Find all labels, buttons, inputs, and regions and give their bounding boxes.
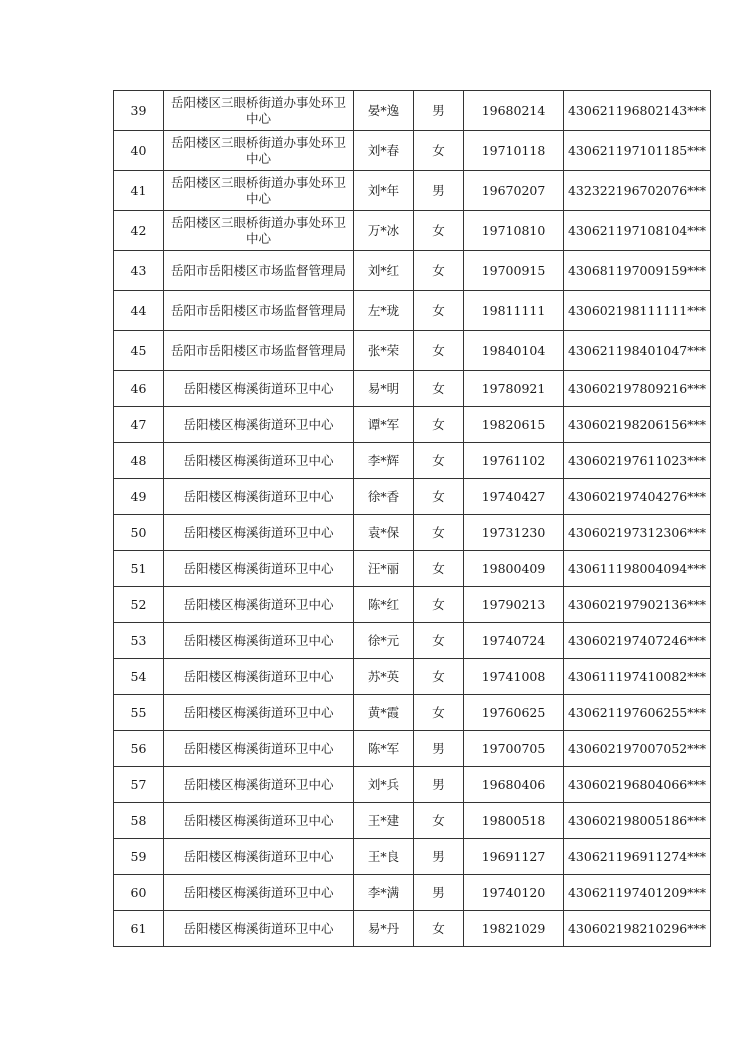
id-number-cell: 430621197108104***	[564, 211, 711, 251]
id-number-cell: 430621198401047***	[564, 331, 711, 371]
name-cell: 苏*英	[354, 659, 414, 695]
unit-cell: 岳阳市岳阳楼区市场监督管理局	[164, 331, 354, 371]
id-number-cell: 430602198210296***	[564, 911, 711, 947]
roster-body	[114, 91, 711, 947]
name-cell: 袁*保	[354, 515, 414, 551]
id-number-cell: 430602198111111***	[564, 291, 711, 331]
name-cell: 李*辉	[354, 443, 414, 479]
id-number-cell: 430602197809216***	[564, 371, 711, 407]
table-row	[114, 803, 711, 839]
row-number-cell: 47	[114, 407, 164, 443]
id-number-cell: 430602198005186***	[564, 803, 711, 839]
unit-cell: 岳阳楼区梅溪街道环卫中心	[164, 767, 354, 803]
birth-date-cell: 19710118	[464, 131, 564, 171]
birth-date-cell: 19790213	[464, 587, 564, 623]
gender-cell: 女	[414, 443, 464, 479]
name-cell: 李*满	[354, 875, 414, 911]
unit-cell: 岳阳楼区梅溪街道环卫中心	[164, 479, 354, 515]
row-number-cell: 51	[114, 551, 164, 587]
gender-cell: 男	[414, 731, 464, 767]
table-row	[114, 211, 711, 251]
row-number-cell: 41	[114, 171, 164, 211]
unit-cell: 岳阳楼区梅溪街道环卫中心	[164, 443, 354, 479]
row-number-cell: 61	[114, 911, 164, 947]
birth-date-cell: 19800409	[464, 551, 564, 587]
row-number-cell: 40	[114, 131, 164, 171]
row-number-cell: 57	[114, 767, 164, 803]
table-row	[114, 659, 711, 695]
row-number-cell: 50	[114, 515, 164, 551]
birth-date-cell: 19740427	[464, 479, 564, 515]
id-number-cell: 430621197606255***	[564, 695, 711, 731]
birth-date-cell: 19740724	[464, 623, 564, 659]
row-number-cell: 53	[114, 623, 164, 659]
row-number-cell: 59	[114, 839, 164, 875]
gender-cell: 女	[414, 911, 464, 947]
row-number-cell: 60	[114, 875, 164, 911]
unit-cell: 岳阳市岳阳楼区市场监督管理局	[164, 291, 354, 331]
gender-cell: 女	[414, 131, 464, 171]
name-cell: 王*建	[354, 803, 414, 839]
gender-cell: 女	[414, 371, 464, 407]
table-row	[114, 587, 711, 623]
id-number-cell: 430602197407246***	[564, 623, 711, 659]
id-number-cell: 430611198004094***	[564, 551, 711, 587]
unit-cell: 岳阳楼区梅溪街道环卫中心	[164, 803, 354, 839]
unit-cell: 岳阳楼区三眼桥街道办事处环卫中心	[164, 91, 354, 131]
row-number-cell: 55	[114, 695, 164, 731]
id-number-cell: 430602197007052***	[564, 731, 711, 767]
table-row	[114, 551, 711, 587]
birth-date-cell: 19811111	[464, 291, 564, 331]
row-number-cell: 56	[114, 731, 164, 767]
unit-cell: 岳阳楼区三眼桥街道办事处环卫中心	[164, 131, 354, 171]
roster-table	[113, 90, 711, 947]
name-cell: 徐*元	[354, 623, 414, 659]
unit-cell: 岳阳楼区梅溪街道环卫中心	[164, 623, 354, 659]
unit-cell: 岳阳楼区梅溪街道环卫中心	[164, 731, 354, 767]
birth-date-cell: 19740120	[464, 875, 564, 911]
id-number-cell: 430621197101185***	[564, 131, 711, 171]
name-cell: 左*珑	[354, 291, 414, 331]
gender-cell: 男	[414, 875, 464, 911]
birth-date-cell: 19780921	[464, 371, 564, 407]
row-number-cell: 54	[114, 659, 164, 695]
name-cell: 张*荣	[354, 331, 414, 371]
id-number-cell: 432322196702076***	[564, 171, 711, 211]
birth-date-cell: 19840104	[464, 331, 564, 371]
unit-cell: 岳阳楼区梅溪街道环卫中心	[164, 407, 354, 443]
id-number-cell: 430621196802143***	[564, 91, 711, 131]
row-number-cell: 52	[114, 587, 164, 623]
name-cell: 易*明	[354, 371, 414, 407]
table-row	[114, 443, 711, 479]
row-number-cell: 45	[114, 331, 164, 371]
birth-date-cell: 19731230	[464, 515, 564, 551]
gender-cell: 女	[414, 623, 464, 659]
row-number-cell: 49	[114, 479, 164, 515]
table-row	[114, 291, 711, 331]
row-number-cell: 43	[114, 251, 164, 291]
birth-date-cell: 19700705	[464, 731, 564, 767]
row-number-cell: 58	[114, 803, 164, 839]
table-row	[114, 695, 711, 731]
row-number-cell: 39	[114, 91, 164, 131]
table-row	[114, 875, 711, 911]
gender-cell: 女	[414, 251, 464, 291]
row-number-cell: 42	[114, 211, 164, 251]
unit-cell: 岳阳楼区三眼桥街道办事处环卫中心	[164, 171, 354, 211]
table-row	[114, 371, 711, 407]
gender-cell: 男	[414, 767, 464, 803]
birth-date-cell: 19741008	[464, 659, 564, 695]
id-number-cell: 430602196804066***	[564, 767, 711, 803]
table-row	[114, 731, 711, 767]
id-number-cell: 430611197410082***	[564, 659, 711, 695]
unit-cell: 岳阳楼区梅溪街道环卫中心	[164, 659, 354, 695]
table-row	[114, 251, 711, 291]
name-cell: 黄*霞	[354, 695, 414, 731]
id-number-cell: 430681197009159***	[564, 251, 711, 291]
name-cell: 万*冰	[354, 211, 414, 251]
gender-cell: 男	[414, 171, 464, 211]
unit-cell: 岳阳市岳阳楼区市场监督管理局	[164, 251, 354, 291]
name-cell: 王*良	[354, 839, 414, 875]
unit-cell: 岳阳楼区梅溪街道环卫中心	[164, 875, 354, 911]
gender-cell: 男	[414, 839, 464, 875]
name-cell: 晏*逸	[354, 91, 414, 131]
birth-date-cell: 19820615	[464, 407, 564, 443]
table-row	[114, 407, 711, 443]
name-cell: 刘*兵	[354, 767, 414, 803]
id-number-cell: 430602198206156***	[564, 407, 711, 443]
name-cell: 刘*红	[354, 251, 414, 291]
row-number-cell: 48	[114, 443, 164, 479]
birth-date-cell: 19670207	[464, 171, 564, 211]
id-number-cell: 430621197401209***	[564, 875, 711, 911]
unit-cell: 岳阳楼区梅溪街道环卫中心	[164, 587, 354, 623]
birth-date-cell: 19691127	[464, 839, 564, 875]
table-row	[114, 91, 711, 131]
unit-cell: 岳阳楼区三眼桥街道办事处环卫中心	[164, 211, 354, 251]
name-cell: 陈*军	[354, 731, 414, 767]
id-number-cell: 430602197404276***	[564, 479, 711, 515]
gender-cell: 女	[414, 291, 464, 331]
table-row	[114, 479, 711, 515]
birth-date-cell: 19821029	[464, 911, 564, 947]
table-row	[114, 331, 711, 371]
id-number-cell: 430602197312306***	[564, 515, 711, 551]
table-row	[114, 767, 711, 803]
row-number-cell: 46	[114, 371, 164, 407]
birth-date-cell: 19680406	[464, 767, 564, 803]
table-row	[114, 623, 711, 659]
row-number-cell: 44	[114, 291, 164, 331]
birth-date-cell: 19710810	[464, 211, 564, 251]
name-cell: 陈*红	[354, 587, 414, 623]
name-cell: 易*丹	[354, 911, 414, 947]
id-number-cell: 430602197902136***	[564, 587, 711, 623]
birth-date-cell: 19760625	[464, 695, 564, 731]
id-number-cell: 430602197611023***	[564, 443, 711, 479]
id-number-cell: 430621196911274***	[564, 839, 711, 875]
unit-cell: 岳阳楼区梅溪街道环卫中心	[164, 911, 354, 947]
table-row	[114, 911, 711, 947]
birth-date-cell: 19761102	[464, 443, 564, 479]
table-row	[114, 839, 711, 875]
unit-cell: 岳阳楼区梅溪街道环卫中心	[164, 515, 354, 551]
gender-cell: 女	[414, 211, 464, 251]
gender-cell: 女	[414, 331, 464, 371]
unit-cell: 岳阳楼区梅溪街道环卫中心	[164, 839, 354, 875]
gender-cell: 女	[414, 803, 464, 839]
birth-date-cell: 19680214	[464, 91, 564, 131]
gender-cell: 女	[414, 515, 464, 551]
unit-cell: 岳阳楼区梅溪街道环卫中心	[164, 695, 354, 731]
name-cell: 徐*香	[354, 479, 414, 515]
gender-cell: 女	[414, 659, 464, 695]
unit-cell: 岳阳楼区梅溪街道环卫中心	[164, 371, 354, 407]
gender-cell: 女	[414, 551, 464, 587]
table-row	[114, 131, 711, 171]
name-cell: 汪*丽	[354, 551, 414, 587]
name-cell: 谭*军	[354, 407, 414, 443]
gender-cell: 女	[414, 407, 464, 443]
name-cell: 刘*年	[354, 171, 414, 211]
birth-date-cell: 19800518	[464, 803, 564, 839]
table-row	[114, 515, 711, 551]
table-row	[114, 171, 711, 211]
birth-date-cell: 19700915	[464, 251, 564, 291]
gender-cell: 男	[414, 91, 464, 131]
gender-cell: 女	[414, 695, 464, 731]
name-cell: 刘*春	[354, 131, 414, 171]
gender-cell: 女	[414, 587, 464, 623]
unit-cell: 岳阳楼区梅溪街道环卫中心	[164, 551, 354, 587]
gender-cell: 女	[414, 479, 464, 515]
